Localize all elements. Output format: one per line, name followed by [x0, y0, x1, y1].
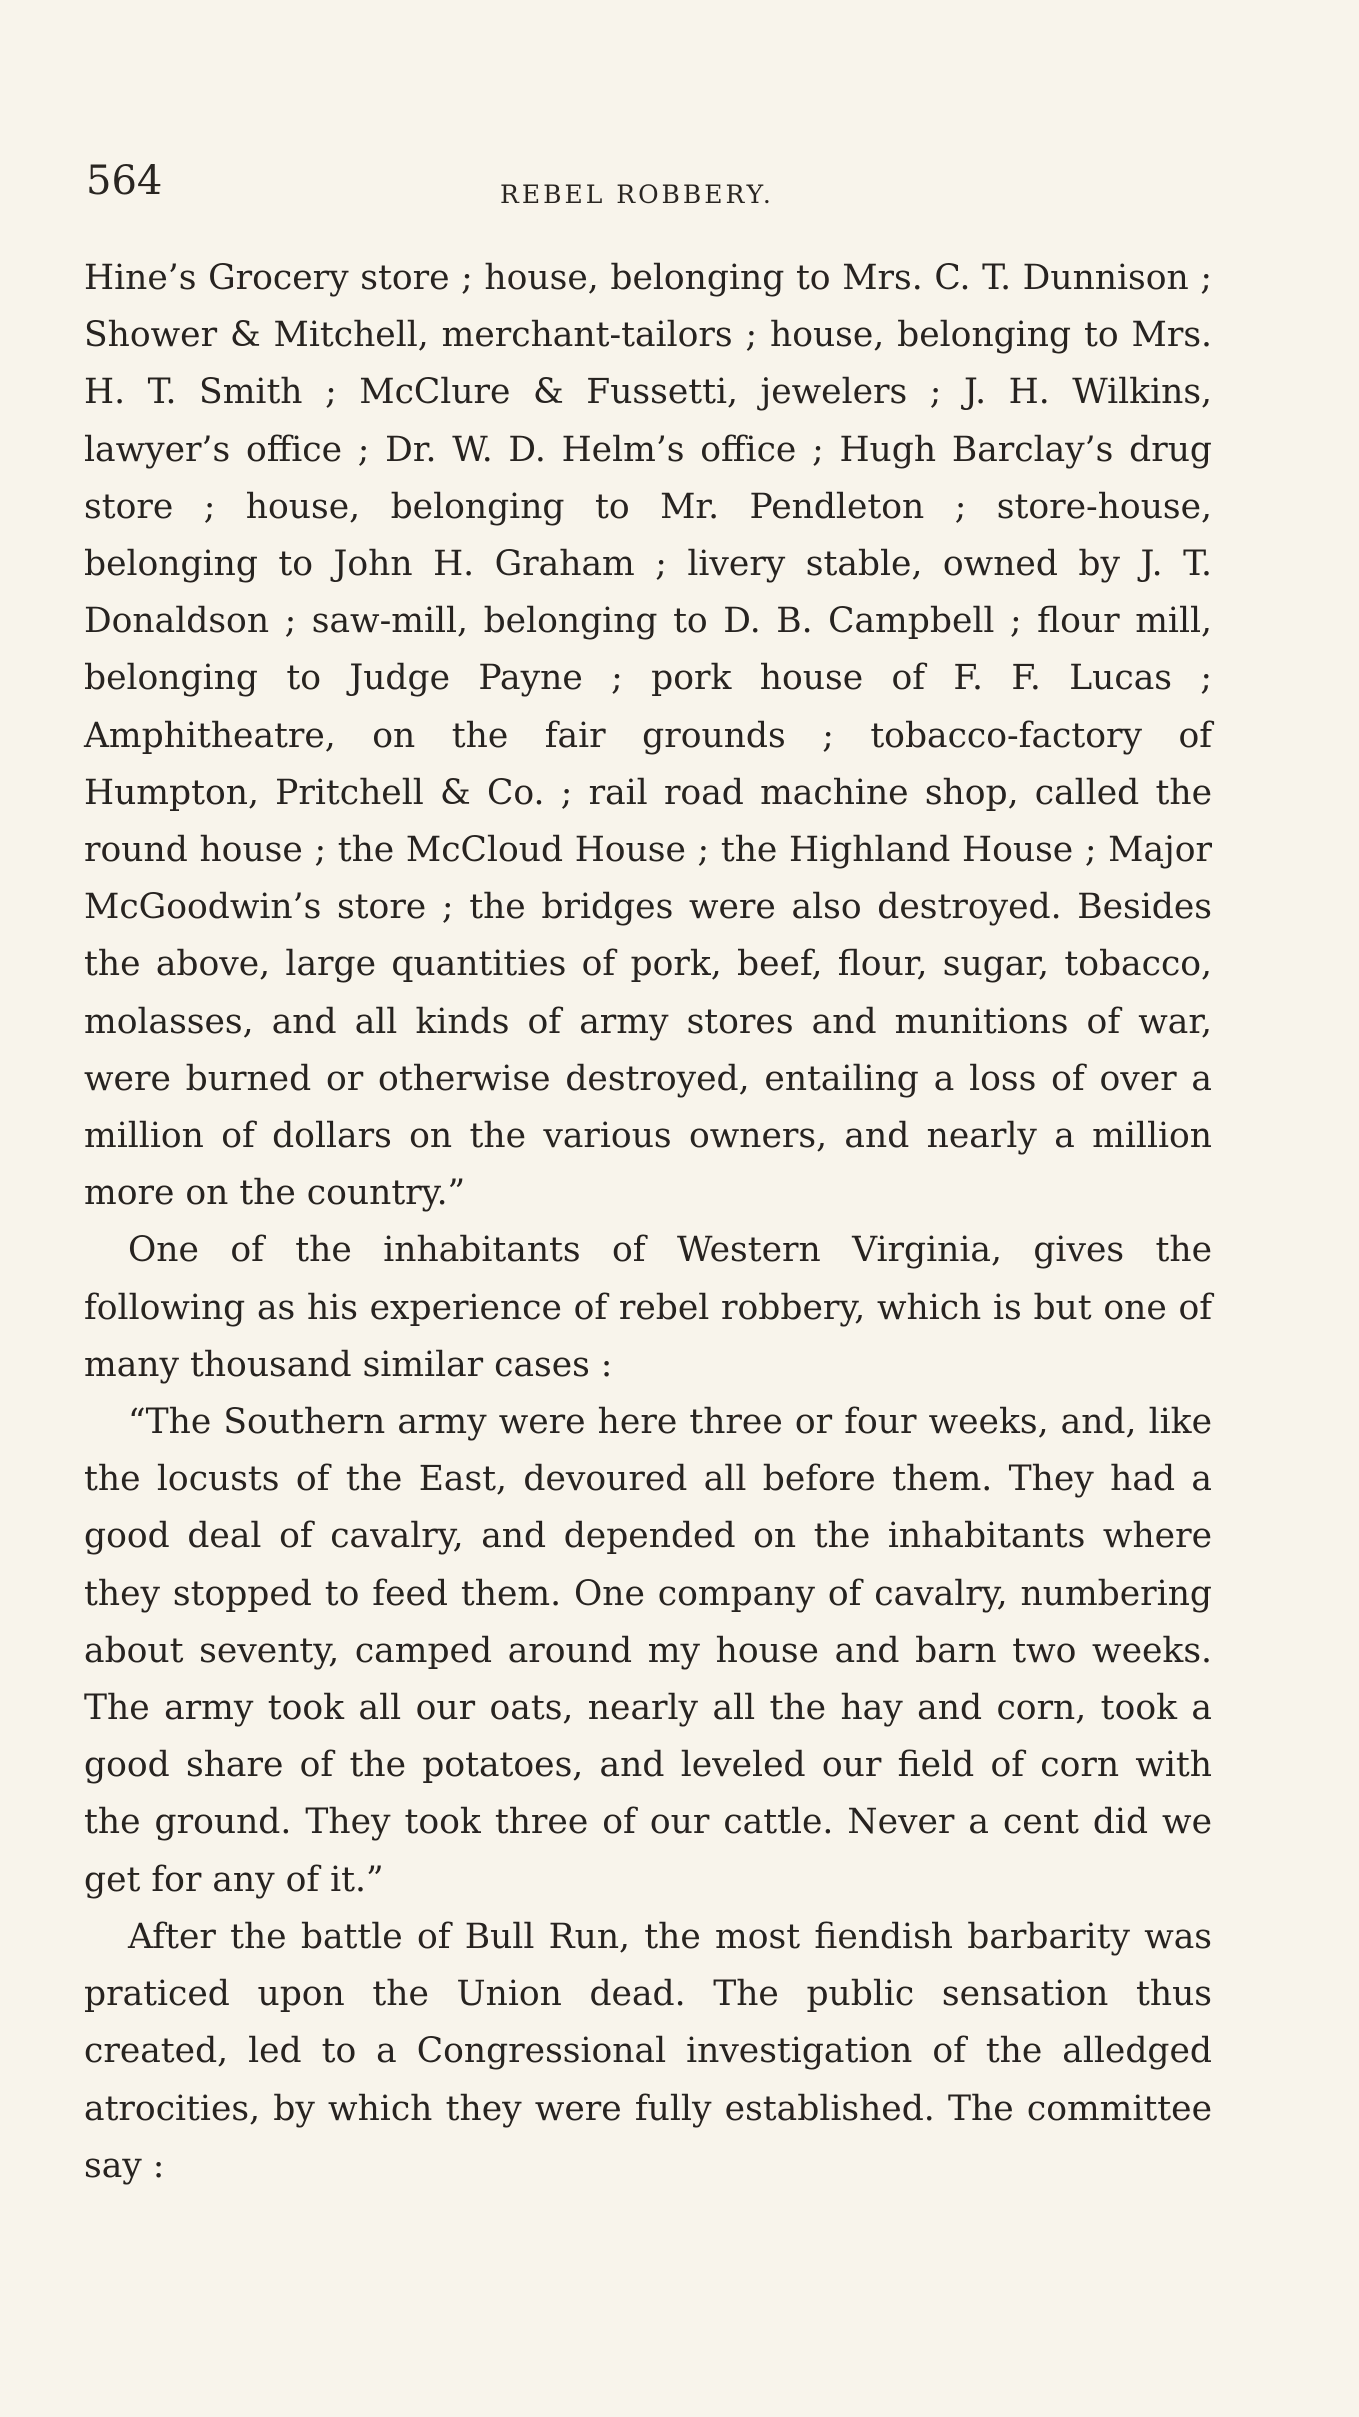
paragraph: After the battle of Bull Run, the most fiendish barbarity was praticed upon the Union dead. The public sensation thus created, led to a Congressional investigation of the alledged atrocities, by which they were fully established. The committee say :	[84, 1916, 1212, 2186]
paragraph: “The Southern army were here three or four weeks, and, like the locusts of the East, devoured all before them. They had a good deal of cavalry, and depended on the inhabitants where they stopped to feed them. One company of cavalry, numbering about seventy, camped around my house and barn two weeks. The army took all our oats, nearly all the hay and corn, took a good share of the potatoes, and leveled our field of corn with the ground. They took three of our cattle. Never a cent did we get for any of it.”	[84, 1402, 1212, 1900]
body-text	[84, 250, 1212, 2195]
page-header	[86, 158, 1216, 218]
paragraph: One of the inhabitants of Western Virginia, gives the following as his experience of rebel robbery, which is but one of many thousand similar cases :	[84, 1230, 1212, 1385]
running-head: REBEL ROBBERY.	[500, 180, 774, 209]
page-number: 564	[86, 158, 163, 204]
paragraph: Hine’s Grocery store ; house, belonging to Mrs. C. T. Dunnison ; Shower & Mitchell, merchant-tailors ; house, belonging to Mrs. H. T. Smith ; McClure & Fussetti, jewelers ; J. H. Wilkins, lawyer’s office ; Dr. W. D. Helm’s office ; Hugh Barclay’s drug store ; house, belonging to Mr. Pendleton ; store-house, belonging to John H. Graham ; livery stable, owned by J. T. Donaldson ; saw-mill, belonging to D. B. Campbell ; flour mill, belonging to Judge Payne ; pork house of F. F. Lucas ; Amphitheatre, on the fair grounds ; tobacco-factory of Humpton, Pritchell & Co. ; rail road machine shop, called the round house ; the McCloud House ; the Highland House ; Major McGoodwin’s store ; the bridges were also destroyed. Besides the above, large quantities of pork, beef, flour, sugar, tobacco, molasses, and all kinds of army stores and munitions of war, were burned or otherwise destroyed, entailing a loss of over a million of dollars on the various owners, and nearly a million more on the country.”	[84, 258, 1212, 1214]
